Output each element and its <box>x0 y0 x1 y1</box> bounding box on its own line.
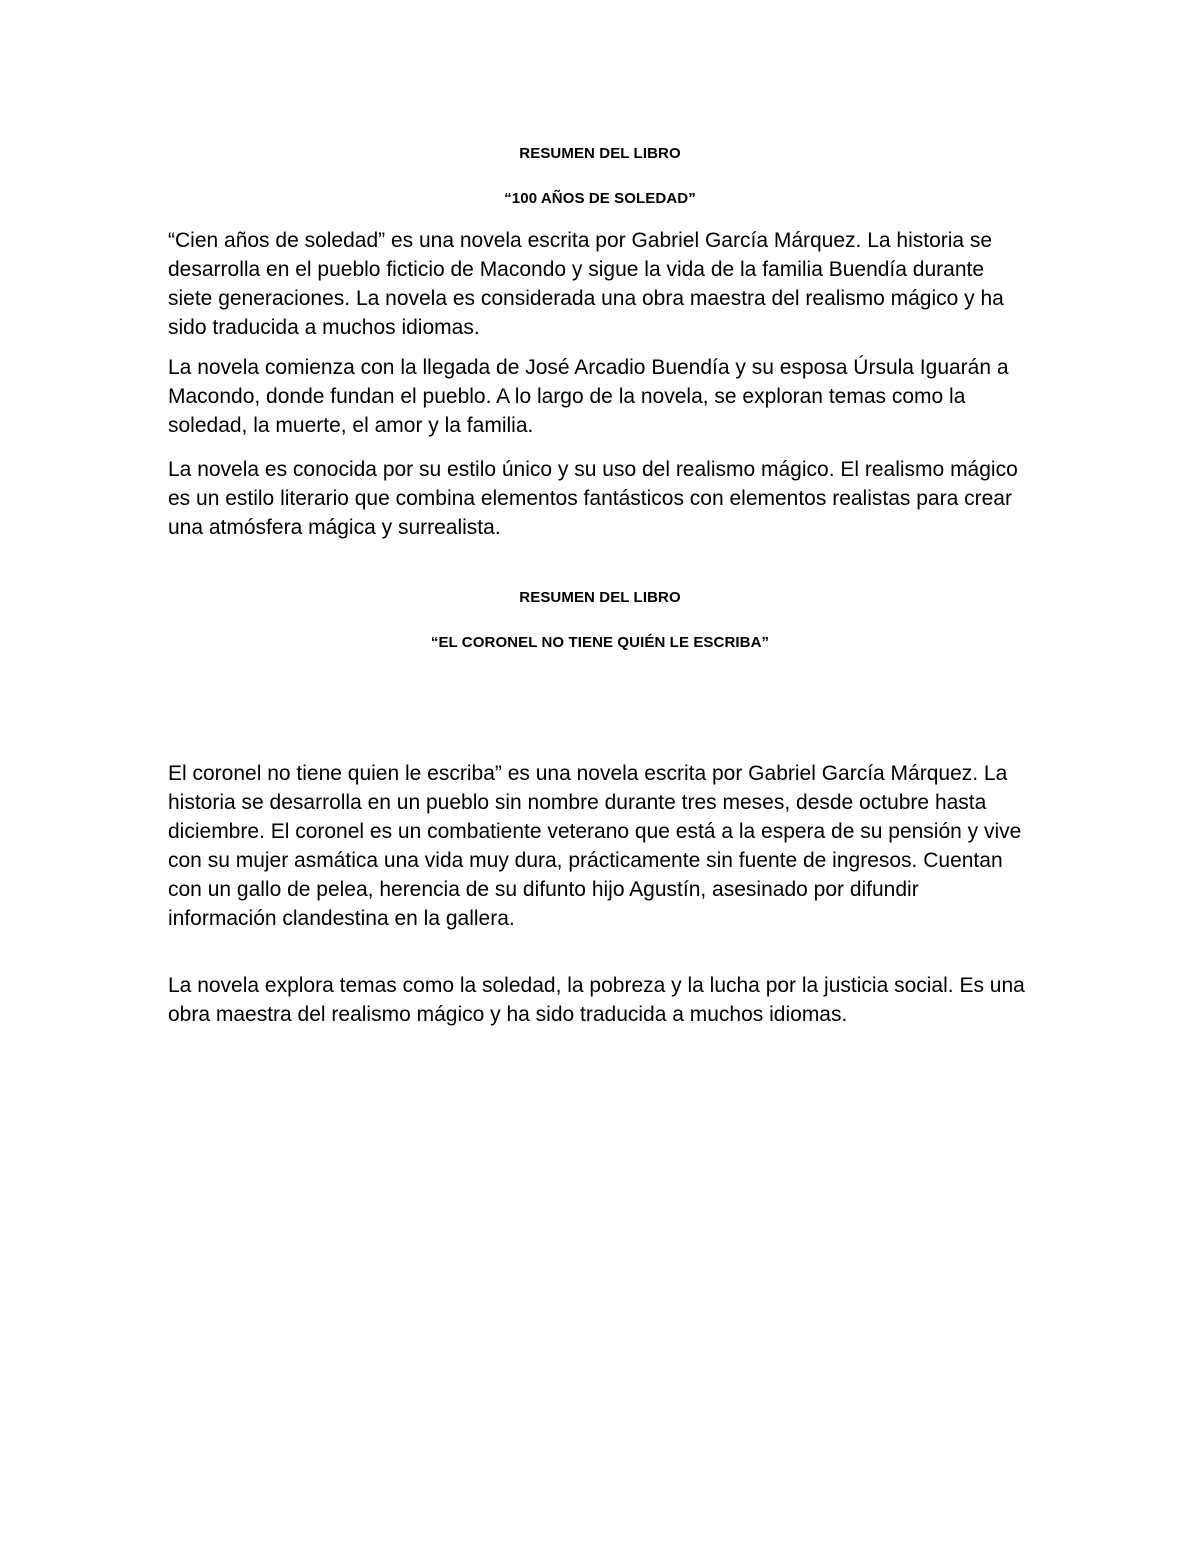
section1-paragraph-1: “Cien años de soledad” es una novela escrita por Gabriel García Márquez. La historia se desarrolla en el pueblo ficticio de Macondo y sigue la vida de la familia Buendía durante siete generaciones. La novela es considerada una obra maestra del realismo mágico y ha sido traducida a muchos idiomas. <box>168 229 1004 339</box>
section1-heading-line1: RESUMEN DEL LIBRO <box>519 145 681 162</box>
section2-paragraph-2: La novela explora temas como la soledad, la pobreza y la lucha por la justicia social. Es una obra maestra del realismo mágico y ha sido traducida a muchos idiomas. <box>168 974 1025 1026</box>
section2-heading-line2: “EL CORONEL NO TIENE QUIÉN LE ESCRIBA” <box>430 634 770 651</box>
section2-paragraph-1: El coronel no tiene quien le escriba” es una novela escrita por Gabriel García Márquez. La historia se desarrolla en un pueblo sin nombre durante tres meses, desde octubre hasta diciembre. El coronel es un combatiente veterano que está a la espera de su pensión y vive con su mujer asmática una vida muy dura, prácticamente sin fuente de ingresos. Cuentan con un gallo de pelea, herencia de su difunto hijo Agustín, asesinado por difundir información clandestina en la gallera. <box>168 762 1022 930</box>
section1-paragraph-3: La novela es conocida por su estilo único y su uso del realismo mágico. El realismo mágico es un estilo literario que combina elementos fantásticos con elementos realistas para crear una atmósfera mágica y surrealista. <box>168 458 1018 539</box>
section2-heading-line1: RESUMEN DEL LIBRO <box>519 589 681 606</box>
section1-heading-line2: “100 AÑOS DE SOLEDAD” <box>504 190 696 207</box>
section1-paragraph-2: La novela comienza con la llegada de José Arcadio Buendía y su esposa Úrsula Iguarán a Macondo, donde fundan el pueblo. A lo largo de la novela, se exploran temas como la soledad, la muerte, el amor y la familia. <box>168 356 1009 437</box>
